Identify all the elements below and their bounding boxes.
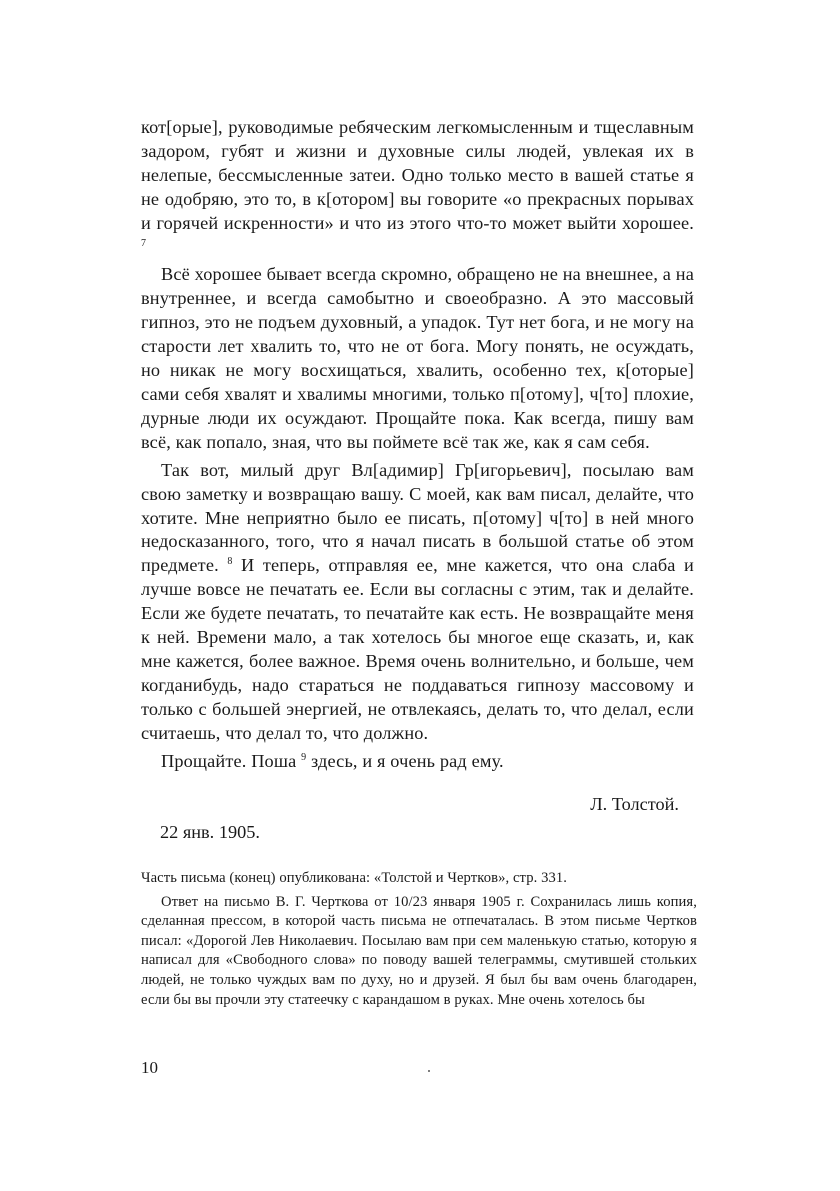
footnote-ref-9: 9 [301, 751, 307, 763]
letter-paragraph-1: кот[орые], руководимые ребяческим легкомысленным и тщеславным задором, губят и жизни и духовные силы людей, увлекая их в нелепые, бессмысленные затеи. Одно только место в вашей статье я не одобряю, это то, в к[отором] вы говорите «о прекрасных порывах и горячей искренности» и что из этого что-то может выйти хорошее. $^7$ [141, 117, 694, 249]
letter-paragraph-4: Прощайте. Поша $^9$ здесь, и я очень рад ему. [161, 750, 504, 771]
editorial-commentary [141, 869, 697, 1010]
commentary-note: Ответ на письмо В. Г. Черткова от 10/23 января 1905 г. Сохранилась лишь копия, сделанная прессом, в которой часть письма не отпечаталась. В этом письме Чертков писал: «Дорогой Лев Николаевич. Посылаю вам при сем маленькую статью, которую я написал для «Свободного слова» по поводу вашей телеграммы, смутившей стольких людей, не только чуждых вам по духу, но и друзей. Я был бы вам очень благодарен, если бы вы прочли эту статеечку с карандашом в руках. Мне очень хотелось бы [141, 893, 697, 1008]
letter-paragraph-3: Так вот, милый друг Вл[адимир] Гр[игорьевич], посылаю вам свою заметку и возвращаю вашу. С моей, как вам писал, делайте, что хотите. Мне неприятно было ее писать, п[отому] ч[то] в ней много недосказанного, того, что я начал писать в большой статье об этом предмете. $^8$ И теперь, отправляя ее, мне кажется, что она слаба и лучше вовсе не печатать ее. Если вы согласны с этим, так и делайте. Если же будете печатать, то печатайте как есть. Не возвращайте меня к ней. Времени мало, а так хотелось бы многое еще сказать, и, как мне кажется, более важное. Время очень волнительно, и больше, чем когданибудь, надо стараться не поддаваться гипнозу массовому и только с большей энергией, не отвлекаясь, делать то, что делал, если считаешь, что делал то, что должно. [141, 459, 694, 743]
footnote-ref-7: 7 [141, 237, 147, 249]
letter-body [141, 116, 694, 773]
page-number: 10 [141, 1058, 158, 1077]
footnote-ref-8: 8 [227, 556, 233, 568]
letter-paragraph-2: Всё хорошее бывает всегда скромно, обращено не на внешнее, а на внутреннее, и всегда самобытно и своеобразно. А это массовый гипноз, это не подъем духовный, а упадок. Тут нет бога, и не могу на старости лет хвалить то, что не от бога. Могу понять, не осуждать, но никак не могу восхищаться, хвалить, особенно тех, к[оторые] сами себя хвалят и хвалимы многими, только п[отому], ч[то] плохие, дурные люди их осуждают. Прощайте пока. Как всегда, пишу вам всё, как попало, зная, что вы поймете всё так же, как я сам себя. [141, 264, 694, 452]
commentary-publication-note: Часть письма (конец) опубликована: «Толстой и Чертков», стр. 331. [141, 870, 568, 886]
letter-date: 22 янв. 1905. [160, 822, 260, 842]
print-speck [428, 1070, 430, 1072]
signature: Л. Толстой. [590, 794, 679, 814]
